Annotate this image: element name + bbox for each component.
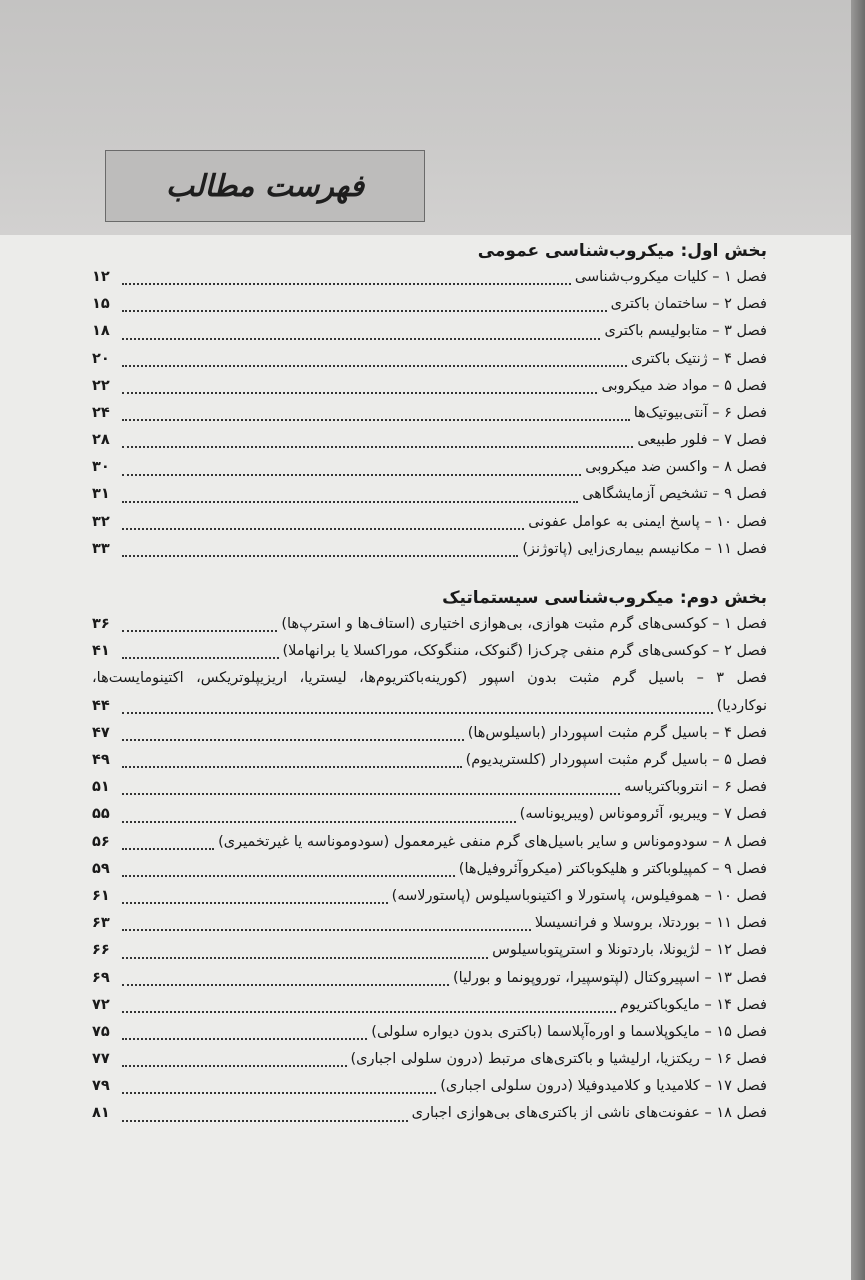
toc-entry[interactable] [92,318,767,345]
toc-entry-title: فصل ۴ – باسیل گرم مثبت اسپوردار (باسیلوس‌ها) [467,724,767,741]
toc-entry[interactable] [92,427,767,454]
toc-entry-title: فصل ۱۰ – پاسخ ایمنی به عوامل عفونی [528,513,767,530]
dot-leader [122,847,214,850]
page-title: فهرست مطالب [165,168,365,204]
toc-entry-title: فصل ۱۱ – بوردتلا، بروسلا و فرانسیسلا [534,915,767,932]
toc-entry-page: ۷۷ [92,1051,110,1068]
toc-entry[interactable] [92,291,767,318]
toc-entry-title: فصل ۱۸ – عفونت‌های ناشی از باکتری‌های بی‌هوازی اجباری [411,1105,767,1122]
dot-leader [122,500,578,503]
dot-leader [122,1119,408,1122]
toc-entry-page: ۳۱ [92,486,110,503]
toc-entry[interactable] [92,774,767,801]
toc-entry-title: فصل ۸ – واکسن ضد میکروبی [585,459,767,476]
toc-entry-page: ۲۴ [92,404,110,421]
dot-leader [122,956,488,959]
toc-entry-title: فصل ۴ – ژنتیک باکتری [631,350,767,367]
toc-entry[interactable] [92,611,767,638]
toc-entry-page: ۱۸ [92,323,110,340]
toc-entry-title: فصل ۱۲ – لژیونلا، باردتونلا و استرپتوباسیلوس [492,942,767,959]
section-heading: بخش دوم: میکروب‌شناسی سیستماتیک [442,588,767,609]
toc-entry-page: ۵۶ [92,833,110,850]
dot-leader [122,874,455,877]
toc-entry[interactable] [92,801,767,828]
toc-entry-title: فصل ۱۷ – کلامیدیا و کلامیدوفیلا (درون سلولی اجباری) [440,1078,767,1095]
dot-leader [122,901,388,904]
dot-leader [122,820,516,823]
dot-leader [122,656,279,659]
toc-entry[interactable] [92,1100,767,1127]
toc-entry-title: فصل ۲ – ساختمان باکتری [610,296,767,313]
toc-entry[interactable] [92,883,767,910]
toc-entry[interactable] [92,856,767,883]
toc-entry-title: فصل ۱۳ – اسپیروکتال (لپتوسپیرا، توروپونما و بورلیا) [453,969,767,986]
toc-entry[interactable] [92,454,767,481]
toc-entry[interactable] [92,373,767,400]
toc-entry-page: ۲۰ [92,350,110,367]
toc-entry-title-line2: نوکاردیا) [716,697,767,714]
toc-entry-page: ۸۱ [92,1105,110,1122]
toc-entry[interactable] [92,264,767,291]
toc-content [92,238,767,1128]
toc-entry-title: فصل ۲ – کوکسی‌های گرم منفی چرک‌زا (گنوکک، مننگوکک، موراکسلا یا برانهاملا) [282,643,767,660]
toc-entry[interactable] [92,482,767,509]
dot-leader [122,711,713,714]
dot-leader [122,1064,347,1067]
toc-entry-page: ۲۸ [92,432,110,449]
toc-entry-page: ۶۱ [92,887,110,904]
dot-leader [122,1010,616,1013]
dot-leader [122,445,633,448]
toc-entry-page: ۳۳ [92,540,110,557]
toc-entry-title: فصل ۱۶ – ریکتزیا، ارلیشیا و باکتری‌های مرتبط (درون سلولی اجباری) [350,1051,767,1068]
dot-leader [122,418,630,421]
dot-leader [122,309,607,312]
toc-entry-page: ۶۶ [92,942,110,959]
toc-entry-page: ۶۳ [92,915,110,932]
book-edge [851,0,865,1280]
toc-entry-title: فصل ۱۰ – هموفیلوس، پاستورلا و اکتینوباسیلوس (پاستورلاسه) [391,887,767,904]
toc-entry[interactable] [92,638,767,665]
toc-entry-page: ۷۲ [92,996,110,1013]
toc-entry-wrapped[interactable] [92,665,767,719]
toc-entry-title: فصل ۳ – متابولیسم باکتری [604,323,767,340]
dot-leader [122,738,464,741]
toc-entry-page: ۳۲ [92,513,110,530]
toc-entry-page: ۱۵ [92,296,110,313]
dot-leader [122,554,518,557]
toc-entry-title: فصل ۱۱ – مکانیسم بیماری‌زایی (پاتوژنز) [522,540,767,557]
toc-entry[interactable] [92,1046,767,1073]
dot-leader [122,364,627,367]
toc-entry-page: ۳۶ [92,616,110,633]
dot-leader [122,391,597,394]
toc-entry[interactable] [92,509,767,536]
dot-leader [122,337,600,340]
dot-leader [122,1037,367,1040]
toc-entry-page: ۶۹ [92,969,110,986]
dot-leader [122,629,277,632]
toc-entry-page: ۱۲ [92,268,110,285]
toc-entry-title: فصل ۹ – کمپیلوباکتر و هلیکوباکتر (میکروآئروفیل‌ها) [458,860,767,877]
toc-entry-page: ۴۹ [92,752,110,768]
toc-entry-title: فصل ۱ – کلیات میکروب‌شناسی [574,268,767,285]
toc-entry-title-line1: فصل ۳ – باسیل گرم مثبت بدون اسپور (کورینه‌باکتریوم‌ها، لیستریا، اریزیپلوتریکس، اکتینومایست‌ها، [92,670,767,687]
toc-entry-title: فصل ۱۵ – مایکوپلاسما و اوره‌آپلاسما (باکتری بدون دیواره سلولی) [371,1023,767,1040]
dot-leader [122,473,581,476]
toc-entry[interactable] [92,829,767,856]
toc-entry-title: فصل ۷ – ویبریو، آئروموناس (ویبریوناسه) [519,806,767,823]
section-1-list [92,264,767,563]
toc-entry-page: ۵۹ [92,860,110,877]
toc-entry[interactable] [92,720,767,747]
toc-entry-title: فصل ۵ – باسیل گرم مثبت اسپوردار (کلستریدیوم) [465,752,767,768]
dot-leader [122,282,571,285]
dot-leader [122,983,449,986]
toc-entry-title: فصل ۹ – تشخیص آزمایشگاهی [582,486,767,503]
toc-entry-page: ۲۲ [92,377,110,394]
dot-leader [122,765,462,768]
toc-entry[interactable] [92,747,767,774]
toc-entry-page: ۴۷ [92,724,110,741]
section-2-list-b [92,720,767,1128]
toc-entry[interactable] [92,910,767,937]
toc-entry-title: فصل ۶ – آنتی‌بیوتیک‌ها [633,404,767,421]
toc-entry-title: فصل ۵ – مواد ضد میکروبی [601,377,767,394]
toc-entry[interactable] [92,992,767,1019]
toc-entry[interactable] [92,937,767,964]
toc-entry-page: ۷۹ [92,1078,110,1095]
section-heading: بخش اول: میکروب‌شناسی عمومی [477,241,767,261]
toc-entry[interactable] [92,1019,767,1046]
toc-entry-title: فصل ۶ – انتروباکتریاسه [624,779,767,796]
section-2-list-a [92,611,767,665]
toc-entry-page: ۷۵ [92,1023,110,1040]
dot-leader [122,1091,436,1094]
toc-entry-page: ۳۰ [92,459,110,476]
toc-entry-page: ۴۱ [92,643,110,660]
toc-entry[interactable] [92,400,767,427]
dot-leader [122,928,531,931]
toc-entry-title: فصل ۷ – فلور طبیعی [637,432,767,449]
dot-leader [122,792,620,795]
toc-entry[interactable] [92,536,767,563]
toc-entry[interactable] [92,1073,767,1100]
toc-entry-page: ۵۱ [92,779,110,796]
title-box [105,150,425,222]
toc-entry[interactable] [92,965,767,992]
dot-leader [122,527,524,530]
toc-entry-page: ۴۴ [92,697,110,714]
toc-entry-title: فصل ۱۴ – مایکوباکتریوم [619,996,767,1013]
toc-entry[interactable] [92,346,767,373]
toc-entry-page: ۵۵ [92,806,110,823]
toc-entry-title: فصل ۱ – کوکسی‌های گرم مثبت هوازی، بی‌هوازی اختیاری (استاف‌ها و استرپ‌ها) [281,616,767,633]
toc-entry-title: فصل ۸ – سودوموناس و سایر باسیل‌های گرم منفی غیرمعمول (سودوموناسه یا غیرتخمیری) [218,833,767,850]
